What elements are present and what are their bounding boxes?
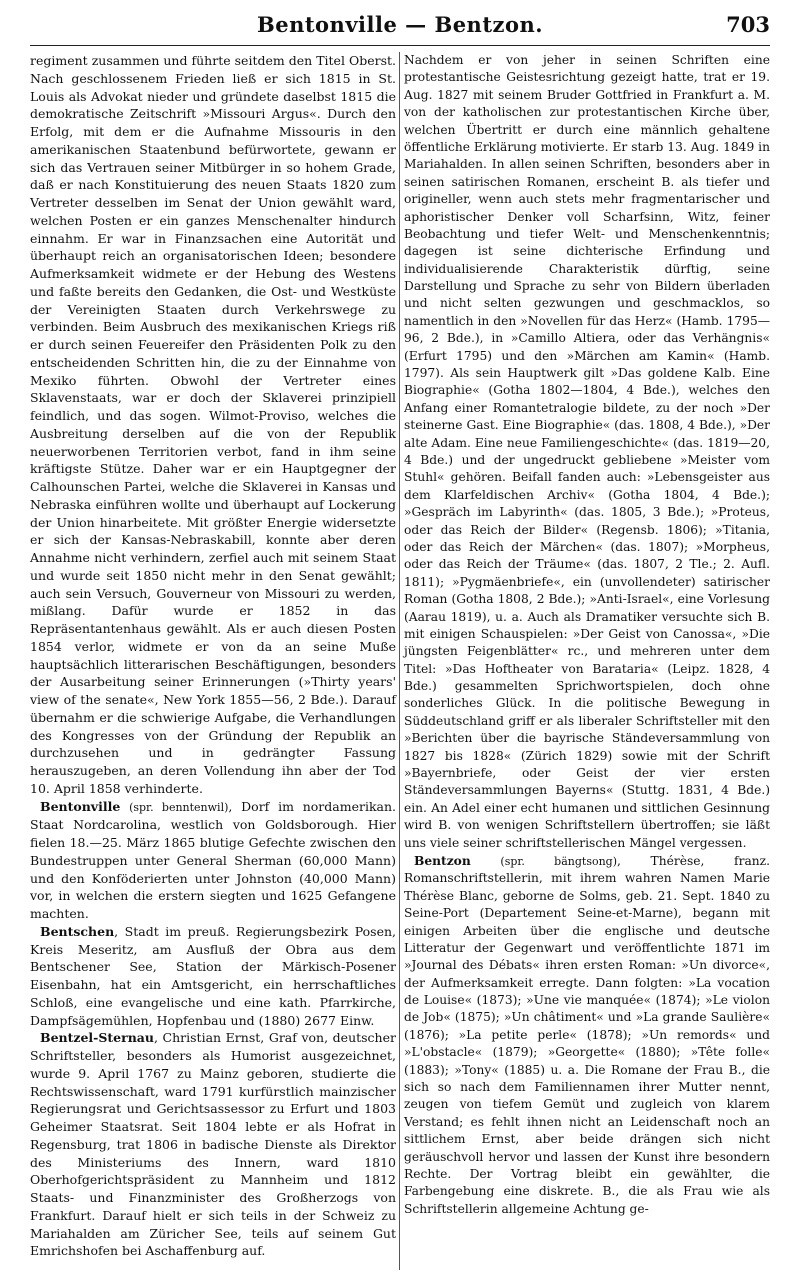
page-header — [30, 12, 770, 48]
header-rule — [30, 45, 770, 46]
entry-text: , Christian Ernst, Graf von, deutscher Schriftsteller, besonders als Humorist ausgezeichnet, wurde 9. April 1767 zu Mainz geboren, studierte die Rechtswissenschaft, ward 1791 kurfürstlich mainzischer Regierungsrat und Gerichtsassessor zu Erfurt und 1803 Geheimer Staatsrat. Seit 1804 lebte er als Hofrat in Regensburg, trat 1806 in badische Dienste als Direktor des Ministeriums des Innern, ward 1810 Oberhofgerichtspräsident zu Mannheim und 1812 Staats- und Finanzminister des Großherzogs von Frankfurt. Darauf hielt er sich teils in der Schweiz zu Mariahalden am Züricher See, teils auf seinem Gut Emrichshofen bei Aschaffenburg auf. — [30, 1030, 396, 1259]
column-divider — [399, 52, 400, 1270]
entry-bentzel-sternau — [30, 1029, 396, 1260]
continuation-paragraph: regiment zusammen und führte seitdem den Titel Oberst. Nach geschlossenem Frieden ließ er sich 1815 in St. Louis als Advokat nieder und gründete daselbst 1815 die demokratische Zeitschrift »Missouri Argus«. Durch den Erfolg, mit dem er die Aufnahme Missouris in den amerikanischen Staatenbund befürwortete, gewann er sich das Vertrauen seiner Mitbürger in so hohem Grade, daß er nach Konstituierung des neuen Staats 1820 zum Vertreter desselben im Senat der Union gewählt ward, welchen Posten er ein ganzes Menschenalter hindurch einnahm. Er war in Finanzsachen eine Autorität und überhaupt reich an organisatorischen Ideen; besondere Aufmerksamkeit widmete er der Hebung des Westens und faßte bereits den Gedanken, die Ost- und Westküste der Vereinigten Staaten durch Verkehrswege zu verbinden. Beim Ausbruch des mexikanischen Kriegs riß er durch seinen Feuereifer den Präsidenten Polk zu den entscheidenden Schritten hin, die zu der Einnahme von Mexiko führten. Obwohl der Vertreter eines Sklavenstaats, war er doch der Sklaverei prinzipiell feindlich, und das sogen. Wilmot-Proviso, welches die Ausbreitung derselben auf die von der Republik neuerworbenen Territorien verbot, fand in ihm seine kräftigste Stütze. Daher war er ein Hauptgegner der Calhounschen Partei, welche die Sklaverei in Kansas und Nebraska einführen wollte und überhaupt auf Lockerung der Union hinarbeitete. Mit größter Energie widersetzte er sich der Kansas-Nebraskabill, konnte aber deren Annahme nicht verhindern, zerfiel auch mit seinem Staat und wurde seit 1850 nicht mehr in den Senat gewählt; auch sein Versuch, Gouverneur von Missouri zu werden, mißlang. Dafür wurde er 1852 in das Repräsentantenhaus gewählt. Als er auch diesen Posten 1854 verlor, widmete er von da an seine Muße hauptsächlich litterarischen Beschäftigungen, besonders der Ausarbeitung seiner Erinnerungen (»Thirty years' view of the senate«, New York 1855—56, 2 Bde.). Darauf übernahm er die schwierige Aufgabe, die Verhandlungen des Kongresses von der Gründung der Republik an durchzusehen und in gedrängter Fassung herauszugeben, an deren Vollendung ihn aber der Tod 10. April 1858 verhinderte. — [30, 53, 396, 796]
left-column — [30, 52, 396, 1260]
entry-bentschen — [30, 923, 396, 1030]
headword: Bentschen — [40, 923, 115, 939]
entry-text: , Stadt im preuß. Regierungsbezirk Posen, Kreis Meseritz, am Ausfluß der Obra aus dem Bentschener See, Station der Märkisch-Posener Eisenbahn, hat ein Amtsgericht, ein herrschaftliches Schloß, eine evangelische und eine kath. Pfarrkirche, Dampfsägemühlen, Hopfenbau und (1880) 2677 Einw. — [30, 923, 396, 1028]
right-column — [404, 52, 770, 1218]
pronunciation: (spr. benntenwil) — [129, 800, 229, 814]
entry-text: , Dorf im nordamerikan. Staat Nordcarolina, westlich von Goldsborough. Hier fielen 18.—25. März 1865 blutige Gefechte zwischen den Bundestruppen unter General Sherman (60,000 Mann) und den Konföderierten unter Johnston (40,000 Mann) vor, in welchen die erstern siegten und 1625 Gefangene machten. — [30, 798, 396, 921]
page-number: 703 — [726, 12, 770, 37]
headword: Bentonville — [40, 798, 121, 814]
headword: Bentzel-Sternau — [40, 1030, 154, 1046]
continuation-paragraph: Nachdem er von jeher in seinen Schriften eine protestantische Geistesrichtung gezeigt hatte, trat er 19. Aug. 1827 mit seinem Bruder Gottfried in Frankfurt a. M. von der katholischen zur protestantischen Kirche über, welchen Übertritt er durch eine männlich gehaltene öffentliche Erklärung motivierte. Er starb 13. Aug. 1849 in Mariahalden. In allen seinen Schriften, besonders aber in seinen satirischen Romanen, erscheint B. als tiefer und origineller, wenn auch stets mehr fragmentarischer und aphoristischer Denker voll Scharfsinn, Witz, feiner Beobachtung und tiefer Welt- und Menschenkenntnis; dagegen ist seine dichterische Erfindung und individualisierende Charakteristik dürftig, seine Darstellung und Sprache zu sehr von Bildern überladen und nicht selten gezwungen und geschmacklos, so namentlich in den »Novellen für das Herz« (Hamb. 1795—96, 2 Bde.), in »Camillo Altiera, oder das Verhängnis« (Erfurt 1795) und den »Märchen am Kamin« (Hamb. 1797). Als sein Hauptwerk gilt »Das goldene Kalb. Eine Biographie« (Gotha 1802—1804, 4 Bde.), welches den Anfang einer Romantetralogie bildete, zu der noch »Der steinerne Gast. Eine Biographie« (das. 1808, 4 Bde.), »Der alte Adam. Eine neue Familiengeschichte« (das. 1819—20, 4 Bde.) und der ungedruckt gebliebene »Meister vom Stuhl« gehören. Beifall fanden auch: »Lebensgeister aus dem Klarfeldischen Archiv« (Gotha 1804, 4 Bde.); »Gespräch im Labyrinth« (das. 1805, 3 Bde.); »Proteus, oder das Reich der Bilder« (Regensb. 1806); »Titania, oder das Reich der Märchen« (das. 1807); »Morpheus, oder das Reich der Träume« (das. 1807, 2 Tle.; 2. Aufl. 1811); »Pygmäenbriefe«, ein (unvollendeter) satirischer Roman (Gotha 1808, 2 Bde.); »Anti-Israel«, eine Vorlesung (Aarau 1819), u. a. Auch als Dramatiker versuchte sich B. mit einigen Schauspielen: »Der Geist von Canossa«, »Die jüngsten Feigenblätter« rc., und mehreren unter dem Titel: »Das Hoftheater von Barataria« (Leipz. 1828, 4 Bde.) gesammelten Sprichwortspielen, doch ohne sonderliches Glück. In die politische Bewegung in Süddeutschland griff er als liberaler Schriftsteller mit den »Berichten über die bayrische Ständeversammlung von 1827 bis 1828« (Zürich 1829) sowie mit der Schrift »Bayernbriefe, oder Geist der vier ersten Ständeversammlungen Bayerns« (Stuttg. 1831, 4 Bde.) ein. An Adel einer echt humanen und sittlichen Gesinnung wird B. von wenigen Schriftstellern übertroffen; sie läßt uns viele seiner schriftstellerischen Mängel vergessen. — [404, 53, 770, 850]
headword: Bentzon — [414, 852, 471, 868]
entry-bentonville — [30, 798, 396, 923]
entry-bentzon — [404, 852, 770, 1218]
entry-text: , Thérèse, franz. Romanschriftstellerin, mit ihrem wahren Namen Marie Thérèse Blanc, geborne de Solms, geb. 21. Sept. 1840 zu Seine-Port (Departement Seine-et-Marne), begann mit einigen Arbeiten über die englische und deutsche Litteratur der Gegenwart und veröffentlichte 1871 im »Journal des Débats« ihren ersten Roman: »Un divorce«, der Aufmerksamkeit erregte. Dann folgten: »La vocation de Louise« (1873); »Une vie manquée« (1874); »Le violon de Job« (1875); »Un châtiment« und »La grande Saulière« (1876); »La petite perle« (1878); »Un remords« und »L'obstacle« (1879); »Georgette« (1880); »Tête folle« (1883); »Tony« (1885) u. a. Die Romane der Frau B., die sich so nach dem Familiennamen ihrer Mutter nennt, zeugen von tiefem Gemüt und zugleich von klarem Verstand; es fehlt ihnen nicht an Leidenschaft noch an sittlichem Ernst, aber beide drängen sich nicht geräuschvoll hervor und lassen der Kunst ihre besondern Rechte. Der Vortrag bleibt ein gewählter, die Farbengebung eine diskrete. B., die als Frau wie als Schriftstellerin allgemeine Achtung ge- — [404, 853, 770, 1216]
pronunciation: (spr. bängtsong) — [500, 854, 618, 868]
running-head: Bentonville — Bentzon. — [256, 12, 544, 37]
